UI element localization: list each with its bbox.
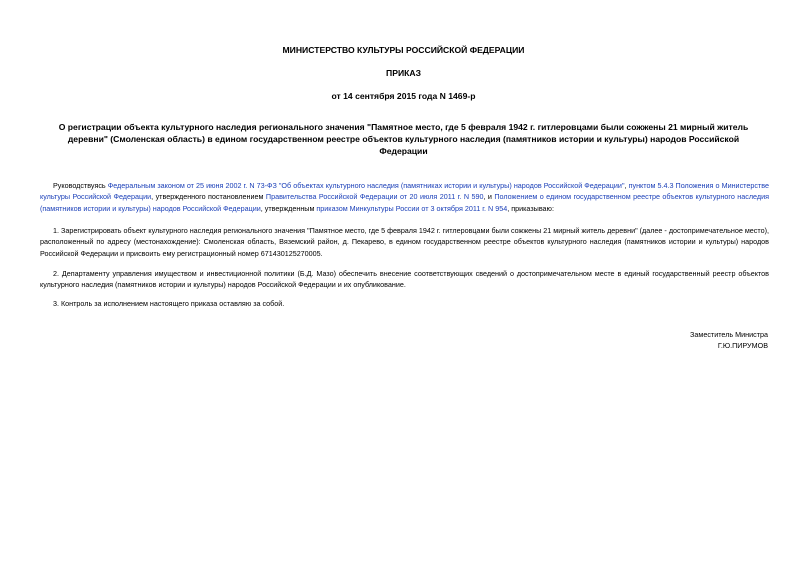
preamble-text: Руководствуясь [53,181,108,190]
preamble-text: , утвержденного постановлением [151,192,266,202]
order-item-1: 1. Зарегистрировать объект культурного наследия регионального значения "Памятное место, где 5 февраля 1942 г. гитлеровцами были сожжены 21 мирный житель деревни" (далее - достопримечательное место), расположенный по адресу (местонахождение): Смоленская область, Вяземский район, д. Пекарево, в едином государственном реестре объектов культурного наследия (памятников истории и культуры) народов Российской Федерации и присвоить ему регистрационный номер 671430125270005. [40,226,769,258]
registry-regulation-link[interactable]: Положением о едином государственном реестре объектов культурного наследия (памятников истории и культуры) народов Российской Федерации [40,192,769,213]
preamble-text: , приказываю: [507,203,554,213]
document-date-number: от 14 сентября 2015 года N 1469-р [331,91,476,101]
ministry-regulation-link[interactable]: пунктом 5.4.3 Положения о Министерстве культуры Российской Федерации [40,181,769,202]
order-item-2: 2. Департаменту управления имуществом и инвестиционной политики (Б.Д. Мазо) обеспечить внесение соответствующих сведений о достопримечательном месте в единый государственный реестр объектов культурного наследия (памятников истории и культуры) народов Российской Федерации и их опубликование. [40,269,769,290]
ministry-order-link[interactable]: приказом Минкультуры России от 3 октября 2011 г. N 954 [316,203,508,213]
preamble-text: , утвержденным [260,203,317,213]
preamble-text: , [624,181,629,190]
document-type: ПРИКАЗ [386,68,421,78]
document-title: О регистрации объекта культурного наследия регионального значения "Памятное место, где 5 февраля 1942 г. гитлеровцами были сожжены 21 мирный житель деревни" (Смоленская область) в едином государственном реестре объектов культурного наследия (памятников истории и культуры) народов Российской Федерации [58,122,749,156]
government-resolution-link[interactable]: Правительства Российской Федерации от 20 июля 2011 г. N 590 [265,192,484,202]
order-item-3: 3. Контроль за исполнением настоящего приказа оставляю за собой. [53,299,285,308]
ministry-heading: МИНИСТЕРСТВО КУЛЬТУРЫ РОССИЙСКОЙ ФЕДЕРАЦИИ [282,45,525,55]
signatory-position: Заместитель Министра [690,330,768,339]
signatory-name: Г.Ю.ПИРУМОВ [717,341,768,350]
preamble-text: , и [483,192,495,202]
federal-law-link[interactable]: Федеральным законом от 25 июня 2002 г. N 73-ФЗ "Об объектах культурного наследия (памятниках истории и культуры) народов Российской Федерации" [107,181,625,190]
preamble-paragraph [40,180,769,214]
